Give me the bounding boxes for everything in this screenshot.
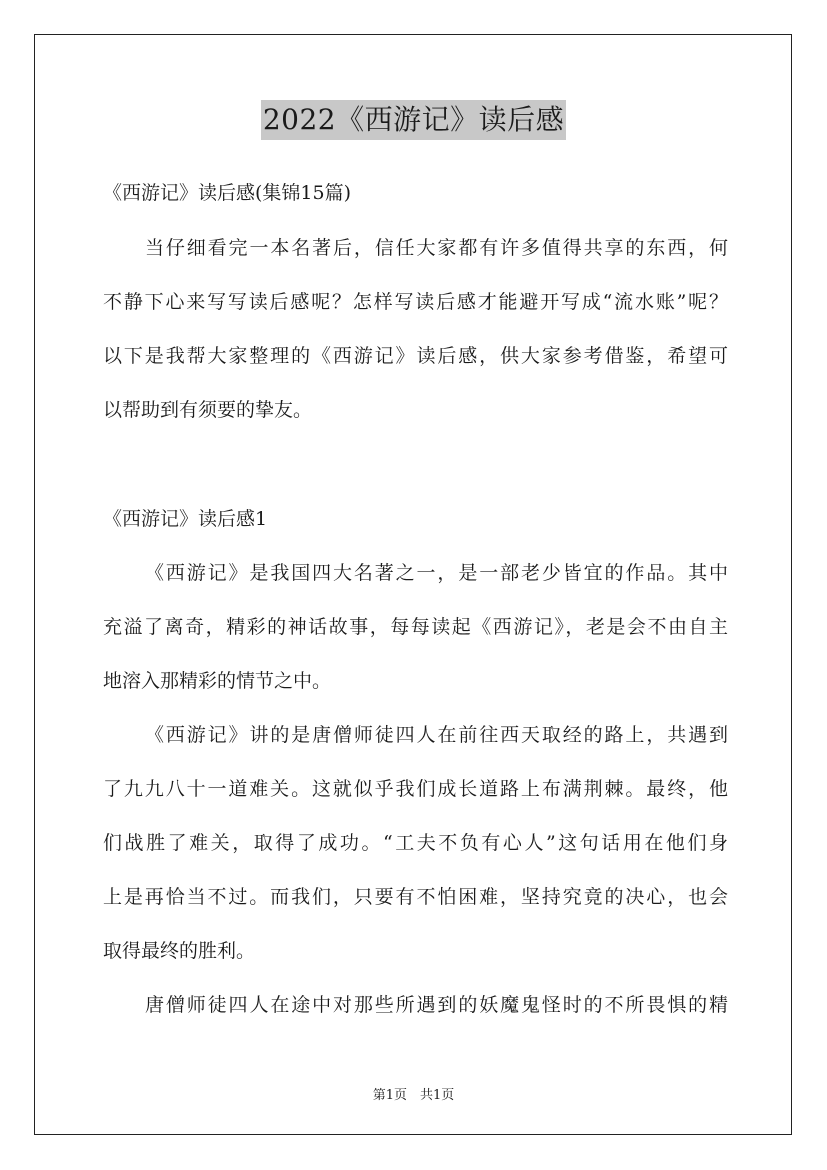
para2-line-3: 们战胜了难关，取得了成功。“工夫不负有心人”这句话用在他们身: [103, 832, 728, 854]
title-container: [0, 100, 827, 140]
para2-line-1: 《西游记》讲的是唐僧师徒四人在前往西天取经的路上，共遇到: [145, 724, 728, 746]
intro-line-1: 当仔细看完一本名著后，信任大家都有许多值得共享的东西，何: [145, 237, 728, 259]
para3-line-1: 唐僧师徒四人在途中对那些所遇到的妖魔鬼怪时的不所畏惧的精: [145, 994, 728, 1016]
document-subtitle: 《西游记》读后感(集锦15篇): [103, 182, 352, 204]
page-footer: 第1页 共1页: [372, 1088, 455, 1103]
para2-line-2: 了九九八十一道难关。这就似乎我们成长道路上布满荆棘。最终，他: [103, 778, 728, 800]
para1-line-1: 《西游记》是我国四大名著之一，是一部老少皆宜的作品。其中: [145, 562, 728, 584]
para2-line-5: 取得最终的胜利。: [103, 940, 256, 962]
intro-line-2: 不静下心来写写读后感呢？怎样写读后感才能避开写成“流水账”呢？: [103, 291, 728, 313]
document-title: 2022《西游记》读后感: [261, 100, 566, 140]
intro-line-4: 以帮助到有须要的挚友。: [103, 399, 313, 421]
para2-line-4: 上是再恰当不过。而我们，只要有不怕困难，坚持究竟的决心，也会: [103, 886, 728, 908]
intro-line-3: 以下是我帮大家整理的《西游记》读后感，供大家参考借鉴，希望可: [103, 345, 728, 367]
section-heading-1: 《西游记》读后感1: [103, 508, 268, 530]
para1-line-2: 充溢了离奇，精彩的神话故事，每每读起《西游记》，老是会不由自主: [103, 616, 728, 638]
para1-line-3: 地溶入那精彩的情节之中。: [103, 670, 332, 692]
